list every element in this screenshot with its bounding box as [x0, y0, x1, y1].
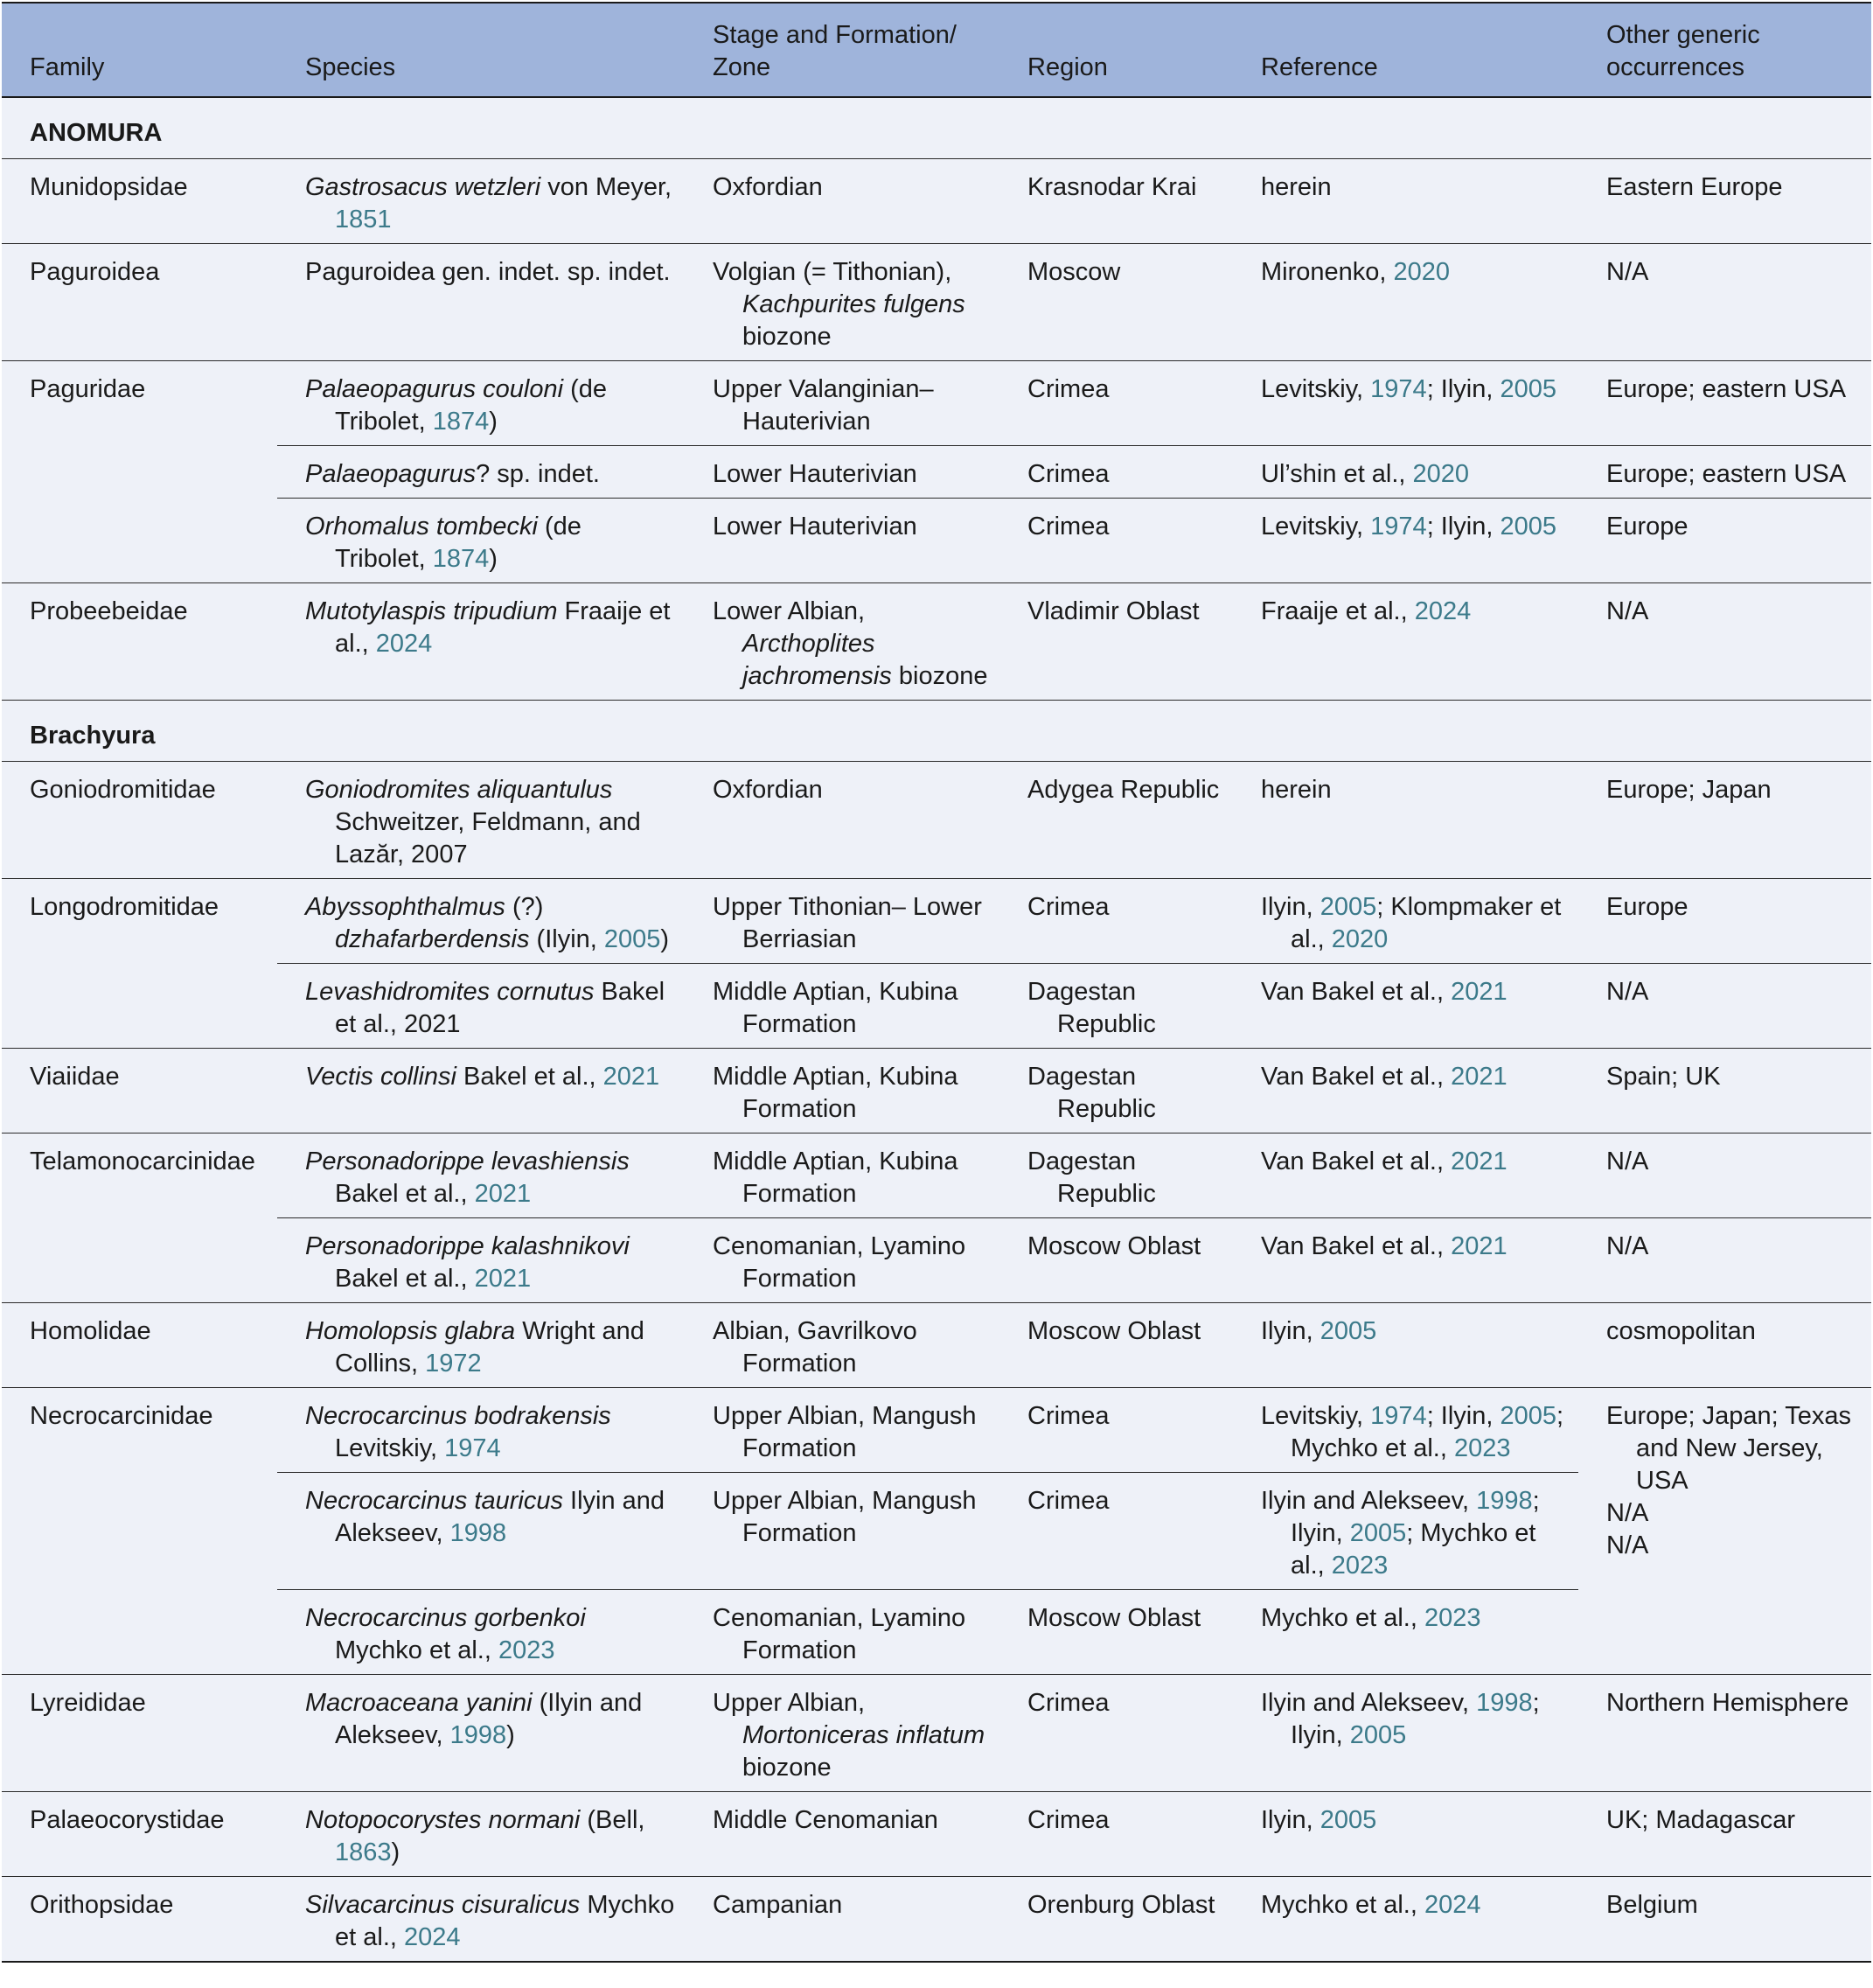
citation-link[interactable]: 2021 [1451, 1063, 1507, 1091]
reference-cell: Van Bakel et al., 2021 [1233, 964, 1578, 1049]
stage-cell: Volgian (= Tithonian), Kachpurites fulgens biozone [685, 244, 999, 361]
family-cell: Homolidae [2, 1303, 277, 1388]
table-row [2, 879, 1871, 964]
header-region: Region [999, 3, 1233, 97]
table-row [2, 499, 1871, 583]
family-cell: Probeebeidae [2, 583, 277, 701]
table-row [2, 583, 1871, 701]
citation-link[interactable]: 2005 [1349, 1519, 1407, 1547]
citation-link[interactable]: 2020 [1412, 460, 1470, 488]
header-family: Family [2, 3, 277, 97]
region-cell: Crimea [999, 879, 1233, 964]
reference-cell: Levitskiy, 1974; Ilyin, 2005 [1233, 499, 1578, 583]
citation-link[interactable]: 1974 [444, 1434, 501, 1462]
citation-link[interactable]: 1974 [1370, 1402, 1427, 1430]
citation-link[interactable]: 2024 [375, 630, 433, 658]
citation-link[interactable]: 2020 [1331, 925, 1389, 953]
citation-link[interactable]: 2005 [1319, 1806, 1377, 1834]
table-row [2, 244, 1871, 361]
reference-cell: Van Bakel et al., 2021 [1233, 1218, 1578, 1303]
region-cell: Crimea [999, 1675, 1233, 1792]
species-cell: Orhomalus tombecki (de Tribolet, 1874) [277, 499, 685, 583]
table-header-row [2, 3, 1871, 97]
family-cell: Necrocarcinidae [2, 1388, 277, 1675]
species-cell: Macroaceana yanini (Ilyin and Alekseev, 1998) [277, 1675, 685, 1792]
species-cell: Vectis collinsi Bakel et al., 2021 [277, 1049, 685, 1134]
stage-cell: Cenomanian, Lyamino Formation [685, 1218, 999, 1303]
family-cell: Paguridae [2, 361, 277, 583]
citation-link[interactable]: 1851 [335, 206, 392, 234]
citation-link[interactable]: 2021 [1451, 978, 1507, 1006]
species-cell: Notopocorystes normani (Bell, 1863) [277, 1792, 685, 1877]
reference-cell: Mychko et al., 2023 [1233, 1590, 1578, 1675]
citation-link[interactable]: 2024 [1424, 1891, 1481, 1919]
section-row [2, 97, 1871, 159]
other-cell: Europe; eastern USA [1578, 446, 1871, 499]
species-cell: Personadorippe kalashnikovi Bakel et al., 2021 [277, 1218, 685, 1303]
other-cell: N/A [1578, 1134, 1871, 1218]
species-cell: Personadorippe levashiensis Bakel et al., 2021 [277, 1134, 685, 1218]
table-row [2, 1877, 1871, 1963]
region-cell: Crimea [999, 1792, 1233, 1877]
region-cell: Dagestan Republic [999, 1134, 1233, 1218]
region-cell: Moscow Oblast [999, 1303, 1233, 1388]
reference-cell: Mironenko, 2020 [1233, 244, 1578, 361]
citation-link[interactable]: 2005 [1349, 1721, 1407, 1749]
section-row [2, 701, 1871, 762]
citation-link[interactable]: 2023 [1424, 1604, 1481, 1632]
region-cell: Moscow Oblast [999, 1218, 1233, 1303]
other-cell: Belgium [1578, 1877, 1871, 1963]
table-row [2, 1303, 1871, 1388]
species-cell: Necrocarcinus gorbenkoi Mychko et al., 2023 [277, 1590, 685, 1675]
other-cell: UK; Madagascar [1578, 1792, 1871, 1877]
family-cell: Viaiidae [2, 1049, 277, 1134]
citation-link[interactable]: 1998 [449, 1519, 507, 1547]
table-row [2, 361, 1871, 446]
stage-cell: Upper Albian, Mortoniceras inflatum biozone [685, 1675, 999, 1792]
region-cell: Adygea Republic [999, 762, 1233, 879]
citation-link[interactable]: 2024 [1414, 597, 1472, 625]
region-cell: Crimea [999, 446, 1233, 499]
stage-cell: Middle Cenomanian [685, 1792, 999, 1877]
species-cell: Palaeopagurus couloni (de Tribolet, 1874) [277, 361, 685, 446]
reference-cell: herein [1233, 159, 1578, 244]
stage-cell: Lower Hauterivian [685, 499, 999, 583]
table-row [2, 1218, 1871, 1303]
family-cell: Telamonocarcinidae [2, 1134, 277, 1303]
region-cell: Moscow [999, 244, 1233, 361]
region-cell: Moscow Oblast [999, 1590, 1233, 1675]
citation-link[interactable]: 1974 [1370, 513, 1427, 541]
other-cell: N/A [1578, 244, 1871, 361]
reference-cell: Van Bakel et al., 2021 [1233, 1134, 1578, 1218]
reference-cell: Ilyin and Alekseev, 1998; Ilyin, 2005 [1233, 1675, 1578, 1792]
stage-cell: Middle Aptian, Kubina Formation [685, 1049, 999, 1134]
citation-link[interactable]: 2021 [474, 1180, 532, 1208]
region-cell: Dagestan Republic [999, 964, 1233, 1049]
stage-cell: Oxfordian [685, 159, 999, 244]
stage-cell: Middle Aptian, Kubina Formation [685, 1134, 999, 1218]
stage-cell: Cenomanian, Lyamino Formation [685, 1590, 999, 1675]
stage-cell: Lower Hauterivian [685, 446, 999, 499]
citation-link[interactable]: 1998 [1476, 1487, 1533, 1515]
citation-link[interactable]: 1874 [432, 545, 490, 573]
citation-link[interactable]: 2005 [1500, 375, 1557, 403]
species-cell: Homolopsis glabra Wright and Collins, 1972 [277, 1303, 685, 1388]
table-row [2, 1134, 1871, 1218]
species-cell: Gastrosacus wetzleri von Meyer, 1851 [277, 159, 685, 244]
table-row [2, 1792, 1871, 1877]
citation-link[interactable]: 1998 [449, 1721, 507, 1749]
citation-link[interactable]: 1874 [432, 408, 490, 436]
header-reference: Reference [1233, 3, 1578, 97]
citation-link[interactable]: 2021 [602, 1063, 660, 1091]
citation-link[interactable]: 2005 [1319, 1317, 1377, 1345]
citation-link[interactable]: 2023 [1453, 1434, 1511, 1462]
stage-cell: Upper Valanginian–Hauterivian [685, 361, 999, 446]
stage-cell: Campanian [685, 1877, 999, 1963]
family-cell: Goniodromitidae [2, 762, 277, 879]
table-row [2, 1049, 1871, 1134]
citation-link[interactable]: 2021 [1451, 1147, 1507, 1175]
reference-cell: Levitskiy, 1974; Ilyin, 2005 [1233, 361, 1578, 446]
section-title-brachyura: Brachyura [2, 701, 1871, 762]
family-cell: Palaeocorystidae [2, 1792, 277, 1877]
table-row [2, 762, 1871, 879]
species-table [2, 2, 1871, 1963]
other-cell: Eastern Europe [1578, 159, 1871, 244]
reference-cell: Mychko et al., 2024 [1233, 1877, 1578, 1963]
header-species: Species [277, 3, 685, 97]
other-cell: Europe [1578, 879, 1871, 964]
species-cell: Paguroidea gen. indet. sp. indet. [277, 244, 685, 361]
region-cell: Crimea [999, 1388, 1233, 1473]
species-cell: Goniodromites aliquantulus Schweitzer, Feldmann, and Lazăr, 2007 [277, 762, 685, 879]
other-cell: N/A [1578, 583, 1871, 701]
region-cell: Orenburg Oblast [999, 1877, 1233, 1963]
stage-cell: Upper Tithonian– Lower Berriasian [685, 879, 999, 964]
citation-link[interactable]: 2005 [1500, 513, 1557, 541]
section-title-anomura: ANOMURA [2, 97, 1871, 159]
other-cell: Northern Hemisphere [1578, 1675, 1871, 1792]
citation-link[interactable]: 2005 [603, 925, 661, 953]
other-cell: N/A [1578, 964, 1871, 1049]
reference-cell: Ilyin, 2005 [1233, 1303, 1578, 1388]
reference-cell: Van Bakel et al., 2021 [1233, 1049, 1578, 1134]
family-cell: Munidopsidae [2, 159, 277, 244]
table-row [2, 159, 1871, 244]
region-cell: Crimea [999, 361, 1233, 446]
citation-link[interactable]: 2020 [1393, 258, 1451, 286]
region-cell: Crimea [999, 499, 1233, 583]
other-cell: cosmopolitan [1578, 1303, 1871, 1388]
family-cell: Orithopsidae [2, 1877, 277, 1963]
family-cell: Longodromitidae [2, 879, 277, 1049]
table-row [2, 1675, 1871, 1792]
reference-cell: Ilyin, 2005; Klompmaker et al., 2020 [1233, 879, 1578, 964]
region-cell: Crimea [999, 1473, 1233, 1590]
table-row [2, 446, 1871, 499]
other-cell: Europe [1578, 499, 1871, 583]
family-cell: Paguroidea [2, 244, 277, 361]
region-cell: Dagestan Republic [999, 1049, 1233, 1134]
citation-link[interactable]: 1863 [335, 1838, 392, 1866]
species-cell: Abyssophthalmus (?) dzhafarberdensis (Ilyin, 2005) [277, 879, 685, 964]
reference-cell: Ilyin, 2005 [1233, 1792, 1578, 1877]
other-cell: Europe; eastern USA [1578, 361, 1871, 446]
citation-link[interactable]: 1974 [1370, 375, 1427, 403]
species-cell: Palaeopagurus? sp. indet. [277, 446, 685, 499]
reference-cell: Levitskiy, 1974; Ilyin, 2005; Mychko et al., 2023 [1233, 1388, 1578, 1473]
citation-link[interactable]: 2021 [474, 1265, 532, 1293]
reference-cell: Ul’shin et al., 2020 [1233, 446, 1578, 499]
citation-link[interactable]: 2024 [404, 1923, 461, 1951]
species-cell: Necrocarcinus bodrakensis Levitskiy, 1974 [277, 1388, 685, 1473]
family-cell: Lyreididae [2, 1675, 277, 1792]
citation-link[interactable]: 2021 [1451, 1232, 1507, 1260]
stage-cell: Albian, Gavrilkovo Formation [685, 1303, 999, 1388]
citation-link[interactable]: 2023 [1331, 1552, 1389, 1580]
other-cell: Spain; UK [1578, 1049, 1871, 1134]
header-stage: Stage and Formation/ Zone [685, 3, 999, 97]
citation-link[interactable]: 1972 [425, 1350, 482, 1378]
species-cell: Silvacarcinus cisuralicus Mychko et al., 2024 [277, 1877, 685, 1963]
species-cell: Necrocarcinus tauricus Ilyin and Alekseev, 1998 [277, 1473, 685, 1590]
species-cell: Mutotylaspis tripudium Fraaije et al., 2024 [277, 583, 685, 701]
reference-cell: Fraaije et al., 2024 [1233, 583, 1578, 701]
stage-cell: Oxfordian [685, 762, 999, 879]
reference-cell: Ilyin and Alekseev, 1998; Ilyin, 2005; Mychko et al., 2023 [1233, 1473, 1578, 1590]
reference-cell: herein [1233, 762, 1578, 879]
other-cell: Europe; Japan; Texas and New Jersey, USA N/A N/A [1578, 1388, 1871, 1675]
header-other: Other generic occurrences [1578, 3, 1871, 97]
table-row [2, 964, 1871, 1049]
stage-cell: Upper Albian, Mangush Formation [685, 1473, 999, 1590]
stage-cell: Middle Aptian, Kubina Formation [685, 964, 999, 1049]
citation-link[interactable]: 2005 [1500, 1402, 1557, 1430]
citation-link[interactable]: 1998 [1476, 1689, 1533, 1717]
other-cell: N/A [1578, 1218, 1871, 1303]
table-row [2, 1388, 1871, 1473]
region-cell: Krasnodar Krai [999, 159, 1233, 244]
citation-link[interactable]: 2023 [498, 1636, 555, 1664]
stage-cell: Lower Albian, Arcthoplites jachromensis biozone [685, 583, 999, 701]
region-cell: Vladimir Oblast [999, 583, 1233, 701]
citation-link[interactable]: 2005 [1319, 893, 1377, 921]
species-cell: Levashidromites cornutus Bakel et al., 2021 [277, 964, 685, 1049]
stage-cell: Upper Albian, Mangush Formation [685, 1388, 999, 1473]
other-cell: Europe; Japan [1578, 762, 1871, 879]
